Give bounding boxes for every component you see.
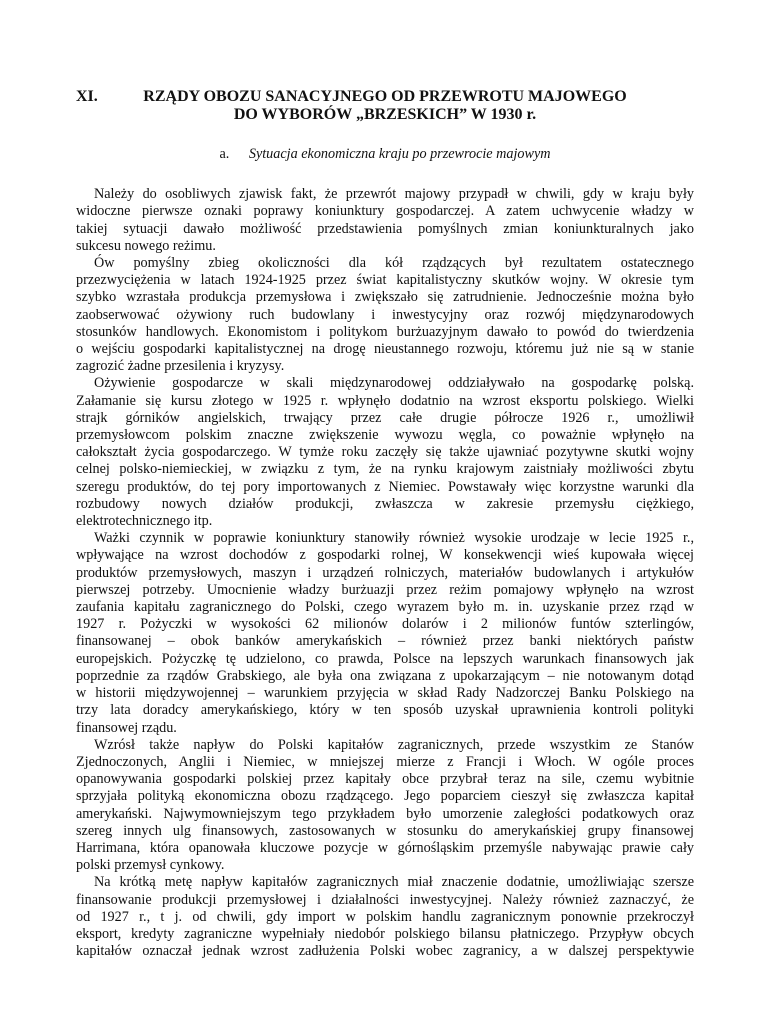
paragraph-line: Załamanie się kursu złotego w 1925 r. wpłynęło dodatnio na wzrost eksportu polskiego. Wielki [76, 392, 694, 409]
paragraph-line: amerykański. Najwymowniejszym tego przykładem było umorzenie zaległości podatkowych oraz [76, 805, 694, 822]
chapter-title-line-2: DO WYBORÓW „BRZESKICH” W 1930 r. [233, 106, 537, 123]
paragraph [76, 530, 694, 736]
paragraph-line: pierwszej potrzeby. Umocnienie władzy burżuazji przez reżim pomajowy wpłynęło na wzrost [76, 581, 694, 598]
paragraph [76, 186, 694, 255]
paragraph-line: takiej sytuacji dawało możliwość przedstawienia pomyślnych zmian koniunkturalnych jako [76, 220, 694, 237]
paragraph-line: szereg innych ulg finansowych, zastosowanych w stosunku do amerykańskiej grupy finansowej [76, 822, 694, 839]
paragraph-line: finansowanie produkcji przemysłowej i działalności inwestycyjnej. Należy również zaznaczyć, że [76, 891, 694, 908]
paragraph-line: zaufania kapitału zagranicznego do Polski, czego wyrazem było m. in. uzyskanie przez rząd w [76, 599, 694, 616]
paragraph-line: Ożywienie gospodarcze w skali międzynarodowej oddziaływało na gospodarkę polską. [94, 375, 694, 392]
paragraph-line: sprzyjała polityką ekonomiczna obozu rządzącego. Jego poparciem cieszył się zwłaszcza kapitał [76, 788, 694, 805]
body-text [76, 186, 694, 960]
paragraph-line: europejskich. Pożyczkę tę udzielono, co prawda, Polsce na lepszych warunkach finansowych jak [76, 650, 694, 667]
paragraph-line: wpływające na wzrost dochodów z gospodarki rolnej, W konsekwencji wieś kupowała więcej [76, 547, 694, 564]
paragraph [76, 375, 694, 530]
paragraph-line: Harrimana, która opanowała kluczowe pozycje w górnośląskim przemyśle nabywając prawie cały [76, 839, 694, 856]
paragraph-line: zagrozić żadne przesilenia i kryzysy. [76, 358, 285, 375]
document-page [76, 88, 694, 960]
paragraph-line: w historii międzywojennej – warunkiem przyjęcia w skład Rady Nadzorczej Banku Polskiego na [76, 685, 694, 702]
paragraph-line: finansowanej – obok banków amerykańskich – również przez banki niektórych państw [76, 633, 694, 650]
paragraph-line: Należy do osobliwych zjawisk fakt, że przewrót majowy przypadł w chwili, gdy w kraju były [94, 186, 694, 203]
paragraph-line: Wzrósł także napływ do Polski kapitałów zagranicznych, przede wszystkim ze Stanów [94, 736, 694, 753]
paragraph [76, 874, 694, 960]
chapter-title [76, 88, 694, 124]
paragraph-line: sukcesu nowego reżimu. [76, 237, 216, 254]
paragraph-line: elektrotechnicznego itp. [76, 513, 213, 530]
paragraph-line: od 1927 r., t j. od chwili, gdy import w polskim handlu zagranicznym ponownie przekroczył [76, 908, 694, 925]
paragraph-line: eksport, kredyty zagraniczne wypełniały niedobór polskiego bilansu płatniczego. Przypływ obcych [76, 925, 694, 942]
paragraph-line: przemysłowcom polskim znaczne zwiększenie wywozu węgla, co poważnie wpłynęło na [76, 427, 694, 444]
section-letter: a. [219, 146, 230, 162]
paragraph [76, 255, 694, 375]
paragraph-line: 1927 r. Pożyczki w wysokości 62 milionów dolarów i 2 milionów funtów szterlingów, [76, 616, 694, 633]
paragraph-line: finansowej rządu. [76, 719, 177, 736]
paragraph-line: szeregu produktów, do tej pory importowanych z Niemiec. Powstawały więc korzystne warunki dla [76, 478, 694, 495]
section-heading [76, 146, 694, 163]
paragraph-line: o wejściu gospodarki kapitalistycznej na drogę nieustannego rozwoju, któremu już nie są w stanie [76, 341, 694, 358]
paragraph-line: poprzednie za rządów Grabskiego, ale była ona związana z upokarzającym – nie notowanym dotąd [76, 667, 694, 684]
paragraph-line: strajk górników angielskich, trwający przez całe drugie półrocze 1926 r., umożliwił [76, 409, 694, 426]
paragraph-line: rozbudowy nowych działów produkcji, zwłaszcza w zakresie przemysłu ciężkiego, [76, 495, 694, 512]
chapter-number: XI. [76, 88, 98, 105]
paragraph-line: Ów pomyślny zbieg okoliczności dla kół rządzących był rezultatem ostatecznego [94, 255, 694, 272]
section-title: Sytuacja ekonomiczna kraju po przewrocie majowym [248, 146, 551, 162]
paragraph-line: zaobserwować ożywiony ruch budowlany i inwestycyjny oraz rozwój międzynarodowych [76, 306, 694, 323]
paragraph-line: stosunków handlowych. Ekonomistom i politykom burżuazyjnym dawało to powód do twierdzenia [76, 323, 694, 340]
paragraph-line: przezwyciężenia w latach 1924-1925 przez świat kapitalistyczny skutków wojny. W okresie tym [76, 272, 694, 289]
paragraph-line: Na krótką metę napływ kapitałów zagranicznych miał znaczenie dodatnie, umożliwiając szersze [94, 874, 694, 891]
paragraph-line: kapitałów oznaczał jednak wzrost zadłużenia Polski wobec zagranicy, a w dalszej perspektywie [76, 943, 694, 960]
paragraph-line: Zjednoczonych, Anglii i Niemiec, w mniejszej mierze z Francji i Włoch. W ogóle proces [76, 753, 694, 770]
paragraph-line: celnej polsko-niemieckiej, w związku z tym, że na rynku krajowym zaistniały możliwości zbytu [76, 461, 694, 478]
paragraph [76, 737, 694, 875]
paragraph-line: szybko wzrastała produkcja przemysłowa i zwiększało się zatrudnienie. Jednocześnie można było [76, 289, 694, 306]
paragraph-line: trzy lata doradcy amerykańskiego, który w ten sposób uzyskał uprawnienia kontroli polityki [76, 702, 694, 719]
paragraph-line: całokształt życia gospodarczego. W tymże roku zaczęły się także ujawniać pozytywne skutki wojny [76, 444, 694, 461]
paragraph-line: widoczne pierwsze oznaki poprawy koniunktury gospodarczej. A zatem uchwycenie władzy w [76, 203, 694, 220]
paragraph-line: polski przemysł cynkowy. [76, 857, 225, 874]
paragraph-line: Ważki czynnik w poprawie koniunktury stanowiły również wysokie urodzaje w lecie 1925 r., [94, 530, 694, 547]
paragraph-line: opanowywania gospodarki polskiej przez kapitały obce przybrał teraz na sile, czemu wybitnie [76, 771, 694, 788]
paragraph-line: produktów przemysłowych, maszyn i urządzeń rolniczych, materiałów budowlanych i artykułów [76, 564, 694, 581]
chapter-title-line-1 [76, 88, 694, 106]
chapter-title-text-1: RZĄDY OBOZU SANACYJNEGO OD PRZEWROTU MAJOWEGO [143, 88, 627, 105]
